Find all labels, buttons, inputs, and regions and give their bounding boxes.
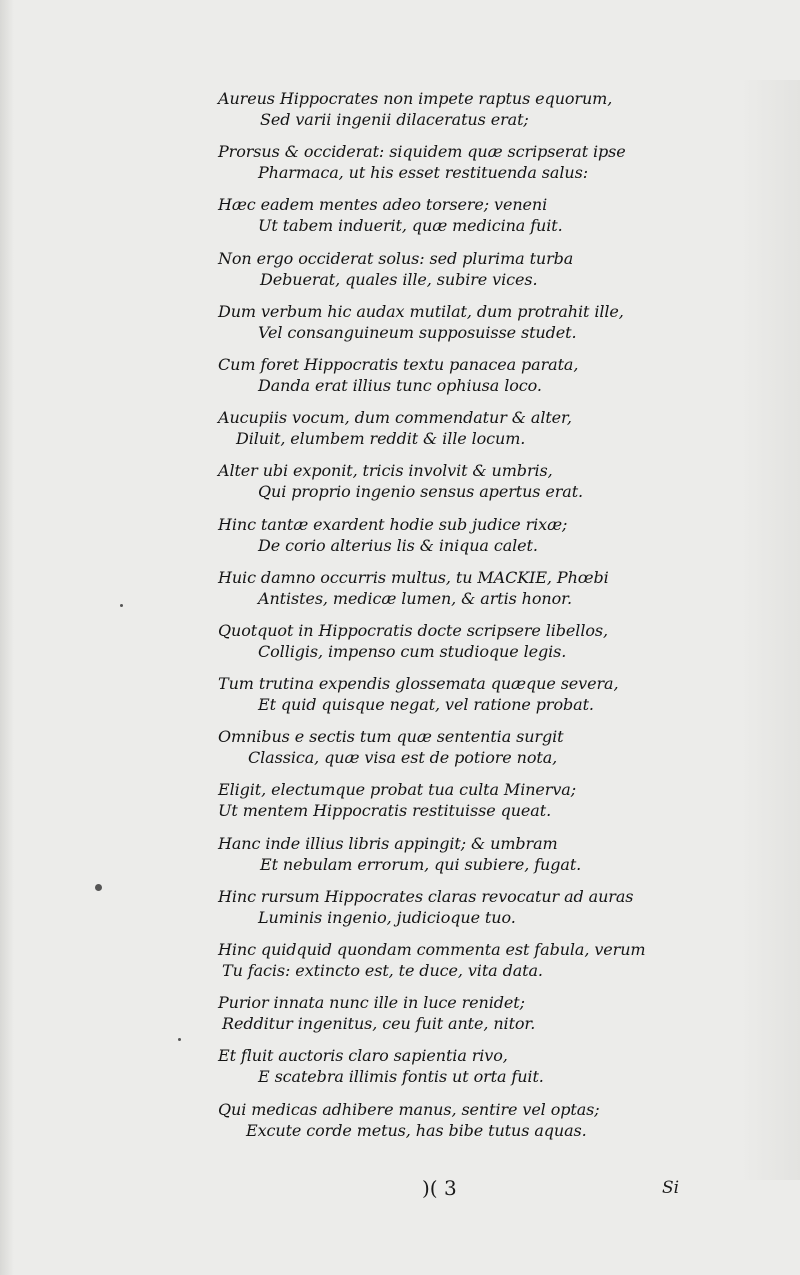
show-through-shadow <box>740 80 800 1180</box>
verse-line: Diluit, elumbem reddit & ille locum. <box>236 429 526 449</box>
ink-speck <box>95 884 102 891</box>
poem-body <box>218 88 698 1152</box>
couplet <box>218 886 698 939</box>
verse-line: Purior innata nunc ille in luce renidet; <box>218 993 525 1013</box>
couplet <box>218 1099 698 1152</box>
verse-line: Ut tabem induerit, quæ medicina fuit. <box>258 216 563 236</box>
verse-line: Colligis, impenso cum studioque legis. <box>258 641 567 661</box>
verse-line: Et quid quisque negat, vel ratione probat. <box>258 695 594 715</box>
verse-line: Aucupiis vocum, dum commendatur & alter, <box>218 408 572 428</box>
couplet <box>218 141 698 194</box>
verse-line: Qui proprio ingenio sensus apertus erat. <box>258 482 584 502</box>
verse-line: Danda erat illius tunc ophiusa loco. <box>258 375 542 395</box>
verse-line: Non ergo occiderat solus: sed plurima turba <box>218 248 574 268</box>
verse-line: Dum verbum hic audax mutilat, dum protrahit ille, <box>218 301 624 321</box>
couplet <box>218 779 698 832</box>
ink-speck <box>120 604 123 607</box>
verse-line: Debuerat, quales ille, subire vices. <box>260 269 538 289</box>
couplet <box>218 992 698 1045</box>
couplet <box>218 407 698 460</box>
verse-line: Excute corde metus, has bibe tutus aquas. <box>246 1120 587 1140</box>
page-edge-shadow <box>0 0 14 1275</box>
verse-line: Pharmaca, ut his esset restituenda salus: <box>258 163 588 183</box>
verse-line: Et fluit auctoris claro sapientia rivo, <box>218 1046 508 1066</box>
verse-line: Vel consanguineum supposuisse studet. <box>258 322 577 342</box>
verse-line: De corio alterius lis & iniqua calet. <box>258 535 538 555</box>
verse-line: Antistes, medicæ lumen, & artis honor. <box>258 588 572 608</box>
verse-line: Cum foret Hippocratis textu panacea parata, <box>218 354 579 374</box>
verse-line: Omnibus e sectis tum quæ sententia surgit <box>218 727 564 747</box>
ink-speck <box>178 1038 181 1041</box>
verse-line: Prorsus & occiderat: siquidem quæ scripserat ipse <box>218 142 626 162</box>
verse-line: Classica, quæ visa est de potiore nota, <box>248 748 558 768</box>
verse-line: Hanc inde illius libris appingit; & umbram <box>218 833 558 853</box>
couplet <box>218 88 698 141</box>
verse-line: E scatebra illimis fontis ut orta fuit. <box>258 1067 544 1087</box>
couplet <box>218 620 698 673</box>
verse-line: Tu facis: extincto est, te duce, vita data. <box>222 961 543 980</box>
verse-line: Huic damno occurris multus, tu MACKIE, Phœbi <box>218 567 609 587</box>
verse-line: Ut mentem Hippocratis restituisse queat. <box>218 801 552 821</box>
verse-line: Tum trutina expendis glossemata quæque severa, <box>218 674 619 694</box>
verse-line: Hinc rursum Hippocrates claras revocatur ad auras <box>218 886 634 906</box>
verse-line: Luminis ingenio, judicioque tuo. <box>258 907 516 927</box>
verse-line: Alter ubi exponit, tricis involvit & umbris, <box>218 461 553 481</box>
couplet <box>218 514 698 567</box>
verse-line: Eligit, electumque probat tua culta Minerva; <box>218 780 577 800</box>
couplet <box>218 460 698 513</box>
couplet <box>218 939 698 992</box>
couplet <box>218 726 698 779</box>
couplet <box>218 301 698 354</box>
verse-line: Hæc eadem mentes adeo torsere; veneni <box>218 195 548 215</box>
couplet <box>218 354 698 407</box>
couplet <box>218 567 698 620</box>
verse-line: Qui medicas adhibere manus, sentire vel optas; <box>218 1099 600 1119</box>
couplet <box>218 248 698 301</box>
verse-line: Hinc tantæ exardent hodie sub judice rixæ; <box>218 514 568 534</box>
verse-line: Hinc quidquid quondam commenta est fabula, verum <box>218 940 646 959</box>
catchword: Si <box>662 1178 680 1198</box>
couplet <box>218 194 698 247</box>
verse-line: Redditur ingenitus, ceu fuit ante, nitor. <box>222 1014 536 1034</box>
verse-line: Sed varii ingenii dilaceratus erat; <box>260 110 529 129</box>
verse-line: Quotquot in Hippocratis docte scripsere libellos, <box>218 620 608 640</box>
couplet <box>218 673 698 726</box>
couplet <box>218 833 698 886</box>
couplet <box>218 1045 698 1098</box>
signature-mark: )( 3 <box>422 1176 457 1200</box>
verse-line: Aureus Hippocrates non impete raptus equorum, <box>218 89 613 108</box>
verse-line: Et nebulam errorum, qui subiere, fugat. <box>260 854 582 874</box>
